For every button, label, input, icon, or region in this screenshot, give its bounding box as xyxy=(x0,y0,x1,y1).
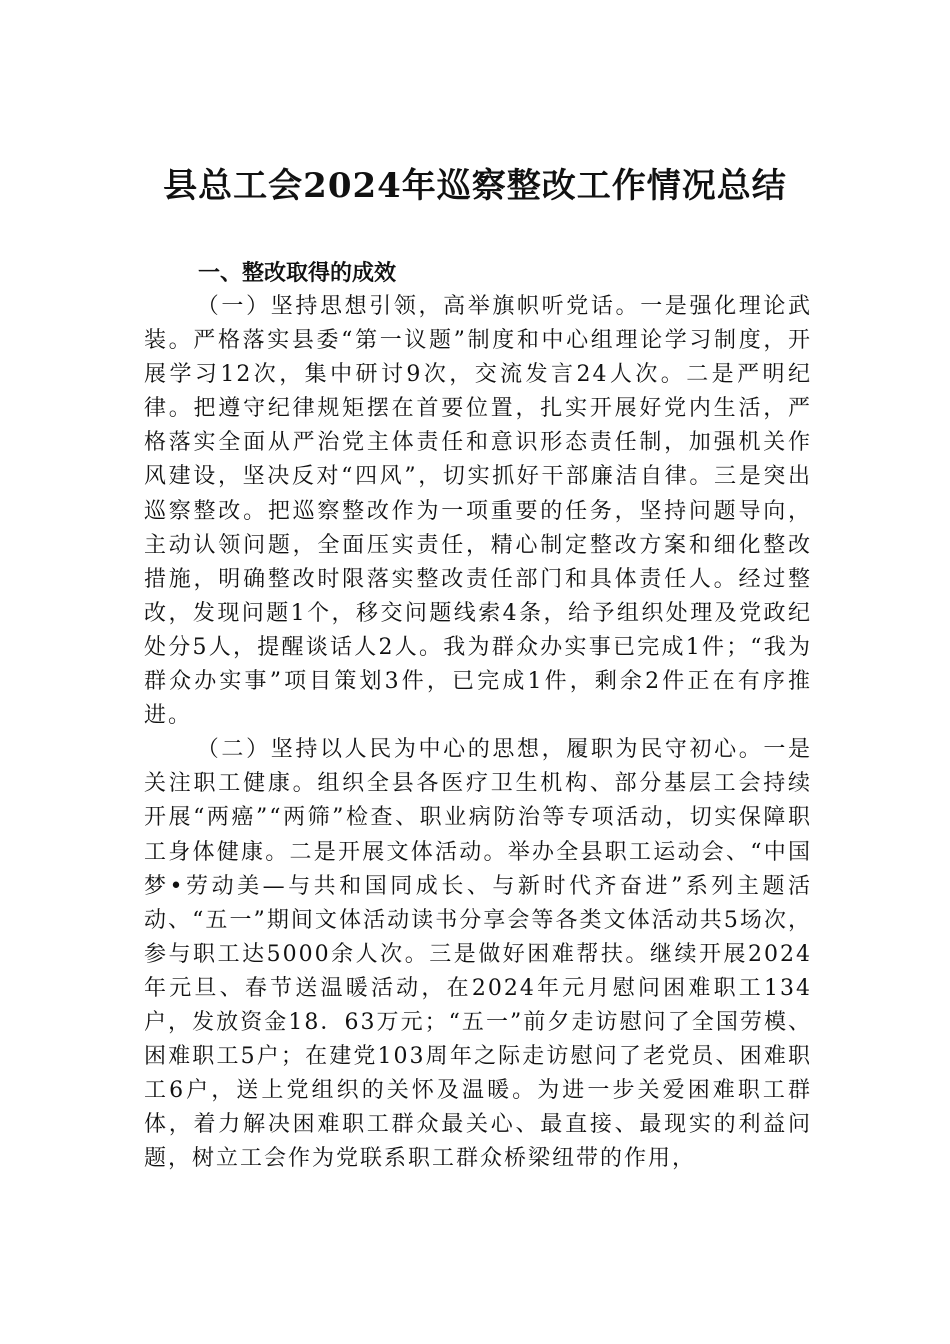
paragraph-2: （二）坚持以人民为中心的思想，履职为民守初心。一是关注职工健康。组织全县各医疗卫生机构、部分基层工会持续开展“两癌”“两筛”检查、职业病防治等专项活动，切实保障职工身体健康。二是开展文体活动。举办全县职工运动会、“中国梦•劳动美—与共和国同成长、与新时代齐奋进”系列主题活动、“五一”期间文体活动读书分享会等各类文体活动共5场次，参与职工达5000余人次。三是做好困难帮扶。继续开展2024年元旦、春节送温暖活动，在2024年元月慰问困难职工134户，发放资金18．63万元；“五一”前夕走访慰问了全国劳模、困难职工5户；在建党103周年之际走访慰问了老党员、困难职工6户，送上党组织的关怀及温暖。为进一步关爱困难职工群体，着力解决困难职工群众最关心、最直接、最现实的利益问题，树立工会作为党联系职工群众桥梁纽带的作用， xyxy=(144,737,812,1172)
document-body xyxy=(144,290,812,1176)
document-title: 县总工会2024年巡察整改工作情况总结 xyxy=(163,166,787,206)
section-heading: 一、整改取得的成效 xyxy=(198,261,397,286)
paragraph-1: （一）坚持思想引领，高举旗帜听党话。一是强化理论武装。严格落实县委“第一议题”制度和中心组理论学习制度，开展学习12次，集中研讨9次，交流发言24人次。二是严明纪律。把遵守纪律规矩摆在首要位置，扎实开展好党内生活，严格落实全面从严治党主体责任和意识形态责任制，加强机关作风建设，坚决反对“四风”，切实抓好干部廉洁自律。三是突出巡察整改。把巡察整改作为一项重要的任务，坚持问题导向，主动认领问题，全面压实责任，精心制定整改方案和细化整改措施，明确整改时限落实整改责任部门和具体责任人。经过整改，发现问题1个，移交问题线索4条，给予组织处理及党政纪处分5人，提醒谈话人2人。我为群众办实事已完成1件；“我为群众办实事”项目策划3件，已完成1件，剩余2件正在有序推进。 xyxy=(144,294,812,729)
